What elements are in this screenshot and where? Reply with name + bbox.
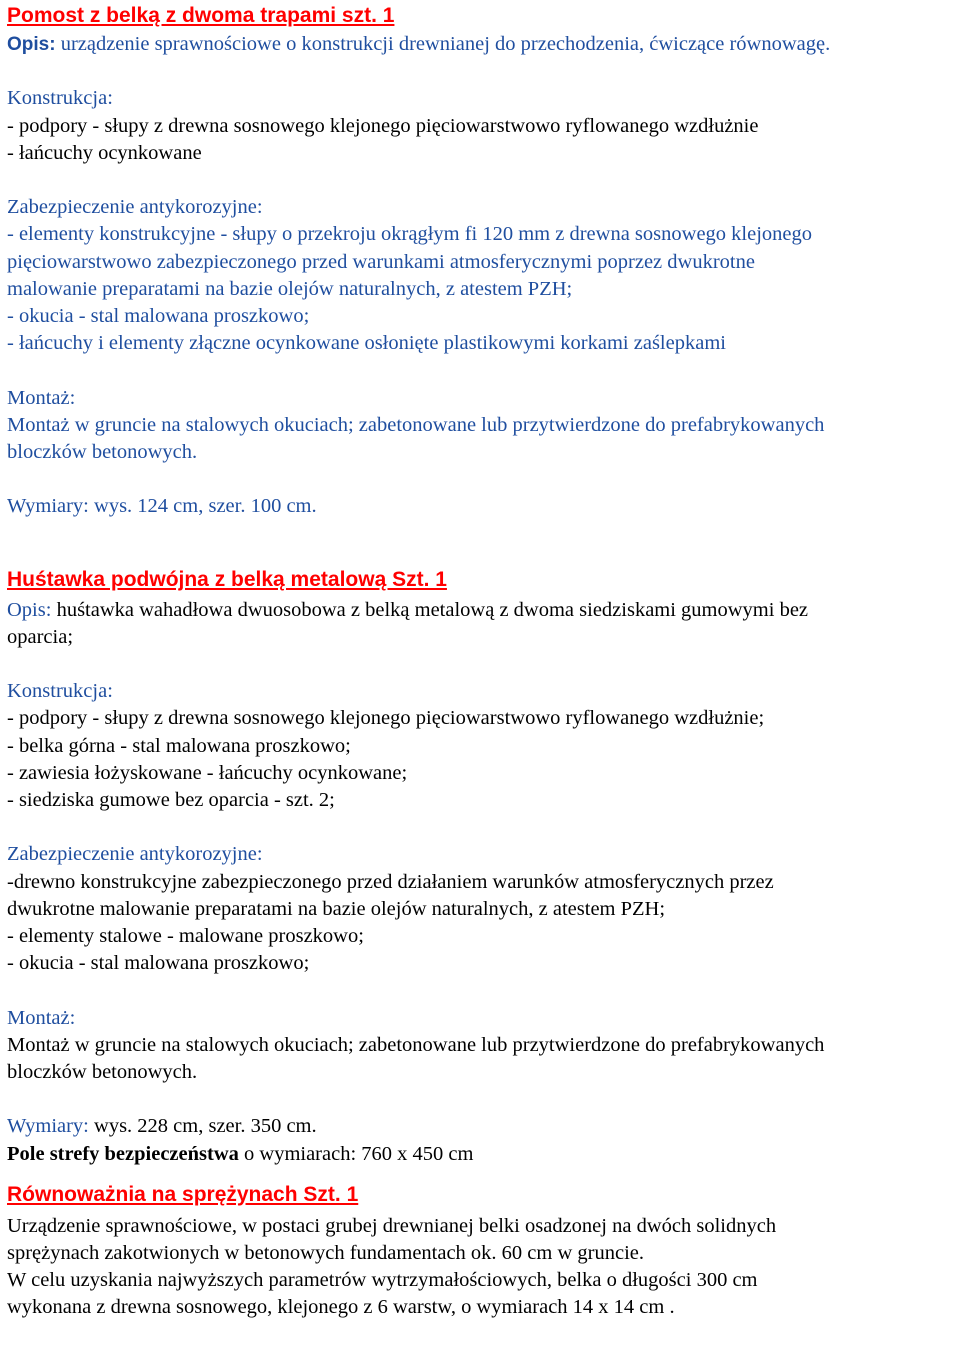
opis-label: Opis: — [7, 34, 56, 55]
zabezpieczenie-line: pięciowarstwowo zabezpieczonego przed warunkami atmosferycznymi poprzez dwukrotne — [7, 250, 755, 273]
section-title: Równoważnia na sprężynach Szt. 1 — [7, 1182, 359, 1206]
description-line: Urządzenie sprawnościowe, w postaci grubej drewnianej belki osadzonej na dwóch solidnych — [7, 1214, 777, 1237]
pole-strefy-line — [7, 1141, 957, 1168]
montaz-label: Montaż: — [7, 1006, 76, 1029]
montaz-line: Montaż w gruncie na stalowych okuciach; zabetonowane lub przytwierdzone do prefabrykowanych — [7, 1033, 825, 1056]
zabezpieczenie-line: - elementy konstrukcyjne - słupy o przekroju okrągłym fi 120 mm z drewna sosnowego klejonego — [7, 223, 813, 246]
konstrukcja-line: - podpory - słupy z drewna sosnowego klejonego pięciowarstwowo ryflowanego wzdłużnie; — [7, 707, 765, 730]
opis-line-2: oparcia; — [7, 625, 74, 648]
montaz-line: Montaż w gruncie na stalowych okuciach; zabetonowane lub przytwierdzone do prefabrykowanych — [7, 413, 825, 436]
section-title: Pomost z belką z dwoma trapami szt. 1 — [7, 4, 395, 27]
section-title: Huśtawka podwójna z belką metalową Szt. 1 — [7, 567, 447, 591]
wymiary-text: wys. 228 cm, szer. 350 cm. — [88, 1115, 317, 1138]
section-pomost — [7, 0, 957, 521]
montaz-line: bloczków betonowych. — [7, 1061, 198, 1083]
konstrukcja-line: - łańcuchy ocynkowane — [7, 141, 202, 164]
description-line: sprężynach zakotwionych w betonowych fundamentach ok. 60 cm w gruncie. — [7, 1242, 645, 1264]
zabezpieczenie-label: Zabezpieczenie antykorozyjne: — [7, 196, 263, 219]
pole-strefy-label: Pole strefy bezpieczeństwa — [7, 1142, 239, 1165]
zabezpieczenie-line: - okucia - stal malowana proszkowo; — [7, 305, 310, 327]
wymiary-label: Wymiary: — [7, 1115, 89, 1138]
zabezpieczenie-line: - elementy stalowe - malowane proszkowo; — [7, 925, 364, 947]
zabezpieczenie-line: malowanie preparatami na bazie olejów naturalnych, z atestem PZH; — [7, 277, 573, 300]
konstrukcja-line: - belka górna - stal malowana proszkowo; — [7, 734, 351, 757]
pole-strefy-text: o wymiarach: 760 x 450 cm — [238, 1142, 474, 1165]
wymiary-line — [7, 493, 957, 520]
description-line: W celu uzyskania najwyższych parametrów wytrzymałościowych, belka o długości 300 cm — [7, 1269, 758, 1292]
wymiary-text: wys. 124 cm, szer. 100 cm. — [88, 495, 317, 518]
zabezpieczenie-line: -drewno konstrukcyjne zabezpieczonego przed działaniem warunków atmosferycznych przez — [7, 870, 774, 893]
section-rownowaznia — [7, 1181, 957, 1322]
wymiary-label: Wymiary: — [7, 495, 89, 518]
zabezpieczenie-line: dwukrotne malowanie preparatami na bazie olejów naturalnych, z atestem PZH; — [7, 897, 666, 920]
zabezpieczenie-line: - okucia - stal malowana proszkowo; — [7, 952, 310, 975]
section-hustawka — [7, 566, 957, 1168]
opis-text: huśtawka wahadłowa dwuosobowa z belką metalową z dwoma siedziskami gumowymi bez — [51, 598, 809, 621]
opis-line — [7, 31, 957, 58]
konstrukcja-line: - siedziska gumowe bez oparcia - szt. 2; — [7, 789, 335, 811]
konstrukcja-line: - zawiesia łożyskowane - łańcuchy ocynkowane; — [7, 761, 408, 784]
konstrukcja-label: Konstrukcja: — [7, 680, 113, 703]
opis-label: Opis: — [7, 598, 52, 621]
document-page — [7, 0, 957, 1322]
montaz-line: bloczków betonowych. — [7, 441, 198, 463]
opis-line — [7, 597, 957, 624]
zabezpieczenie-label: Zabezpieczenie antykorozyjne: — [7, 843, 263, 866]
wymiary-line — [7, 1113, 957, 1140]
opis-text: urządzenie sprawnościowe o konstrukcji drewnianej do przechodzenia, ćwiczące równowagę. — [55, 33, 831, 55]
montaz-label: Montaż: — [7, 386, 76, 409]
konstrukcja-line: - podpory - słupy z drewna sosnowego klejonego pięciowarstwowo ryflowanego wzdłużnie — [7, 114, 759, 137]
konstrukcja-label: Konstrukcja: — [7, 87, 113, 110]
description-line: wykonana z drewna sosnowego, klejonego z 6 warstw, o wymiarach 14 x 14 cm . — [7, 1296, 675, 1319]
zabezpieczenie-line: - łańcuchy i elementy złączne ocynkowane osłonięte plastikowymi korkami zaślepkami — [7, 332, 726, 355]
